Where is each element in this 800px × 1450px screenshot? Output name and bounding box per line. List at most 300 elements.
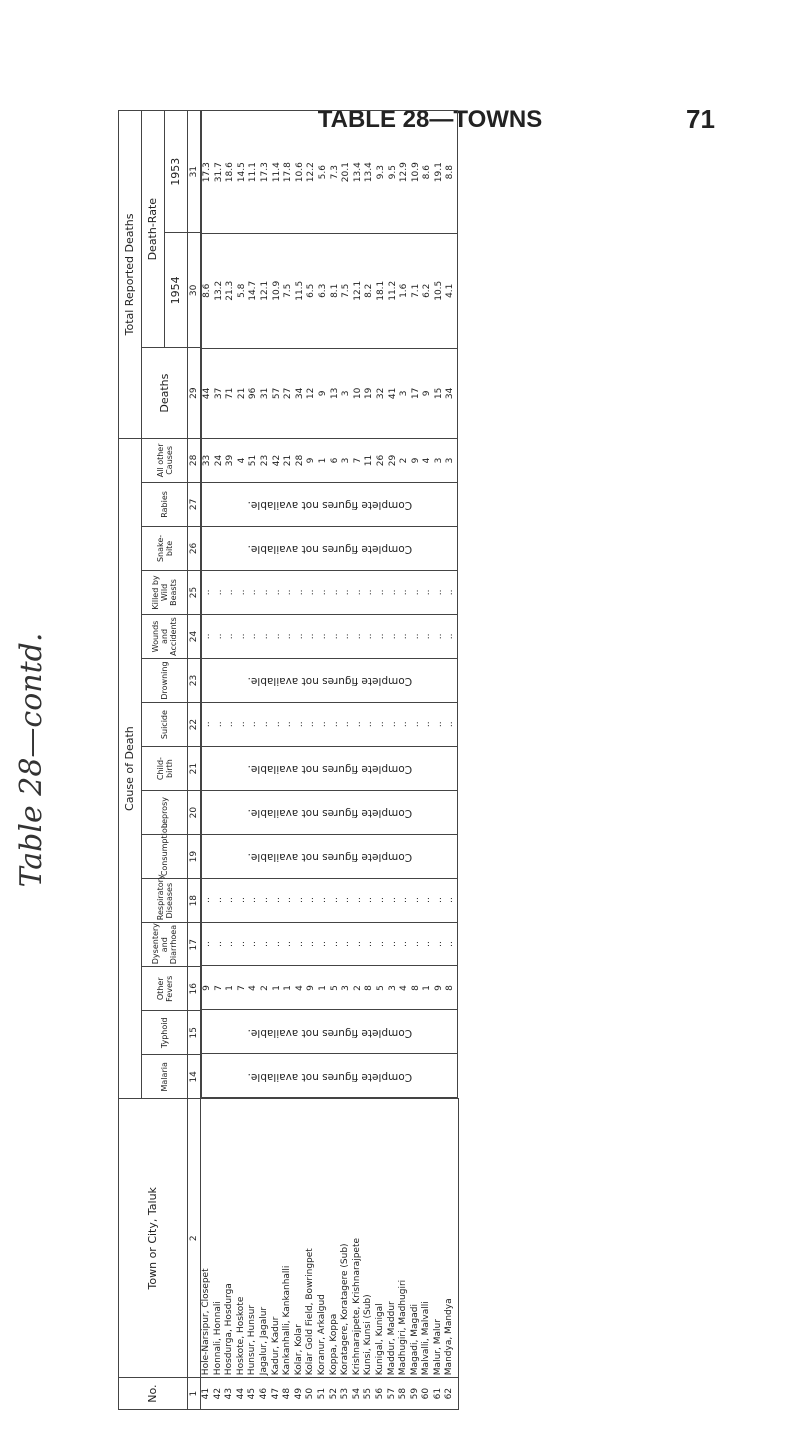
cause-header-3: Dysentery and Diarrhoea [142,923,188,967]
column-number: 21 [188,747,201,791]
cell-value: .. [341,721,352,728]
cell-value: .. [248,897,259,903]
town-name: Kadur, Kadur [270,1316,281,1376]
cell-value: .. [329,941,340,947]
town-name: Kankanhalli, Kankanhalli [282,1265,293,1376]
cell-value: .. [202,721,212,728]
cell-value: .. [271,897,282,903]
column-number: 15 [188,1011,201,1055]
cell-value: 3 [341,457,352,464]
cell-value: .. [248,721,259,728]
cell-value: 9 [306,985,317,991]
cell-value: .. [283,633,294,640]
year_1953-header: 1953 [165,111,188,233]
cell-value: .. [375,941,386,947]
town-name: Jagalur, Jagalur [258,1306,269,1376]
cell-value: .. [375,897,386,903]
cell-value: 14.7 [248,280,259,301]
cell-value: .. [433,589,444,596]
cell-value: 12.2 [306,162,317,183]
cell-value: 37 [213,387,224,400]
column-number: 31 [188,111,201,233]
not-available-note: Complete figures not available. [202,658,458,702]
cell-value: .. [399,589,410,596]
cell-value: 2 [259,985,270,991]
cell-value: .. [399,897,410,903]
cell-value: .. [387,589,398,596]
cell-value: 57 [271,387,282,400]
row-number: 53 [340,1387,351,1400]
town-name: Magadi, Magadi [409,1304,420,1376]
cell-value: .. [364,897,375,903]
cell-value: 8.2 [364,283,375,298]
cell-value: .. [317,897,328,903]
col-header-no: No. [119,1378,188,1410]
row-number: 62 [444,1387,455,1400]
cell-value: .. [248,589,259,596]
cell-value: 7.3 [329,165,340,180]
cell-value: 5 [375,985,386,991]
cell-value: 8.1 [329,283,340,298]
cell-value: 21 [283,454,294,467]
cell-value: 13 [329,387,340,400]
cell-value: 23 [259,454,270,467]
cell-value: 10.9 [410,162,421,183]
not-available-note: Complete figures not available. [202,526,458,570]
cell-value: .. [213,633,224,640]
cell-value: .. [375,589,386,596]
cell-value: .. [236,721,247,728]
column-number: 24 [188,614,201,658]
cell-value: .. [306,941,317,947]
cell-value: .. [445,721,456,728]
cell-value: 31.7 [213,162,224,183]
cell-value: .. [352,721,363,728]
year_1954-header: 1954 [165,233,188,348]
cell-value: 1.6 [399,283,410,298]
not-available-note: Complete figures not available. [202,482,458,526]
cell-value: 2 [352,985,363,991]
cell-value: .. [236,589,247,596]
cell-value: .. [375,721,386,728]
cell-value: 1 [422,985,433,991]
cell-value: .. [236,897,247,903]
cell-value: 29 [387,454,398,467]
cell-value: .. [271,941,282,947]
cell-value: 20.1 [341,162,352,183]
cell-value: 1 [283,985,294,991]
cell-value: .. [259,941,270,947]
cell-value: 3 [341,985,352,991]
cell-value: 3 [387,985,398,991]
cell-value: 7.1 [410,283,421,298]
cell-value: .. [364,721,375,728]
town-name: Hole-Narsipur, Closepet [201,1268,211,1376]
column-c22-values [202,702,458,746]
town-name: Hosdurga, Hosdurga [224,1283,235,1376]
cell-value: 4 [422,457,433,464]
row-number: 41 [201,1387,211,1400]
col-header-cause: Cause of Death [119,438,142,1098]
cell-value: .. [445,897,456,903]
cell-value: .. [399,941,410,947]
cell-value: 9.3 [375,165,386,180]
cause-header-11: Killed by Wild Beasts [142,570,188,614]
cell-value: .. [225,721,236,728]
cell-value: .. [445,633,456,640]
cell-value: .. [213,589,224,596]
cell-value: .. [225,941,236,947]
cell-value: .. [352,897,363,903]
cause-header-2: Other Fevers [142,967,188,1011]
row-number: 46 [258,1387,269,1400]
cell-value: .. [294,721,305,728]
cell-value: .. [225,633,236,640]
cell-value: 44 [202,387,212,400]
cell-value: .. [259,897,270,903]
column-deaths-values [202,348,458,438]
cell-value: 41 [387,387,398,400]
cell-value: .. [433,941,444,947]
column-c16-values [202,966,458,1010]
cell-value: .. [410,721,421,728]
cell-value: 4.1 [445,283,456,298]
cause-header-8: Suicide [142,703,188,747]
town-names-cell [201,1099,459,1378]
cell-value: 21.3 [225,280,236,301]
cell-value: 19 [364,387,375,400]
running-header: TABLE 28—TOWNS [317,106,543,133]
cell-value: .. [410,633,421,640]
cell-value: 8 [445,985,456,991]
row-number: 55 [363,1387,374,1400]
cell-value: 3 [445,457,456,464]
not-available-note: Complete figures not available. [202,790,458,834]
cell-value: .. [271,589,282,596]
cell-value: 34 [445,387,456,400]
cell-value: 17 [410,387,421,400]
cell-value: .. [422,633,433,640]
cell-value: 11.5 [294,280,305,301]
page-number: 71 [686,104,715,134]
town-name: Hunsur, Hunsur [247,1304,258,1376]
cell-value: 3 [433,457,444,464]
cell-value: .. [283,589,294,596]
cell-value: 10.9 [271,280,282,301]
cell-value: .. [445,589,456,596]
town-name: Koratagere, Koratagere (Sub) [340,1243,351,1376]
column-number: 20 [188,791,201,835]
column-number: 23 [188,659,201,703]
cell-value: 7 [213,985,224,991]
cell-value: .. [213,897,224,903]
cell-value: 6.3 [317,283,328,298]
cause-header-0: Malaria [142,1055,188,1099]
town-name: Malvalli, Malvalli [421,1301,432,1376]
column-number: 18 [188,879,201,923]
cell-value: .. [399,721,410,728]
cell-value: .. [294,589,305,596]
column-number: 29 [188,348,201,439]
town-name: Kolar Gold Field, Bowringpet [305,1248,316,1376]
cell-value: .. [387,897,398,903]
row-number: 52 [328,1387,339,1400]
cell-value: 9 [422,390,433,397]
cell-value: .. [410,941,421,947]
column-number: 22 [188,703,201,747]
row-number: 54 [351,1387,362,1400]
cell-value: .. [202,589,212,596]
cell-value: .. [294,941,305,947]
cell-value: .. [445,941,456,947]
cell-value: .. [387,941,398,947]
col-header-total: Total Reported Deaths [119,111,142,439]
cell-value: 51 [248,454,259,467]
cell-value: 33 [202,454,212,467]
cell-value: .. [294,633,305,640]
cause-header-1: Typhoid [142,1011,188,1055]
column-number: 14 [188,1055,201,1099]
cell-value: 24 [213,454,224,467]
cell-value: 4 [294,985,305,991]
cell-value: 31 [259,387,270,400]
cell-value: .. [433,897,444,903]
cell-value: .. [271,721,282,728]
cell-value: .. [236,633,247,640]
cause-header-14: All other Causes [142,438,188,482]
mortality-table [118,110,459,1410]
cell-value: 11.4 [271,162,282,183]
cause-header-7: Child-birth [142,747,188,791]
town-name: Koppa, Koppa [328,1313,339,1376]
cause-header-10: Wounds and Accidents [142,614,188,658]
town-name: Maddur, Maddur [386,1301,397,1376]
row-number: 56 [374,1387,385,1400]
row-number: 59 [409,1387,420,1400]
column-number: 25 [188,570,201,614]
table-caption: Table 28—contd. [14,632,49,888]
cell-value: .. [341,941,352,947]
cell-value: 6 [329,457,340,464]
not-available-note: Complete figures not available. [202,1010,458,1054]
town-name: Madhugiri, Madhugiri [398,1279,409,1376]
cell-value: .. [306,589,317,596]
column-c17-values [202,922,458,966]
column-number: 2 [188,1099,201,1378]
cell-value: .. [306,721,317,728]
cell-value: 3 [341,390,352,397]
cell-value: 7.5 [283,283,294,298]
cell-value: 12.9 [399,162,410,183]
row-number: 51 [316,1387,327,1400]
town-name: Krishnarajpete, Krishnarajpete [351,1237,362,1376]
cell-value: 12.1 [259,280,270,301]
cell-value: 13.2 [213,280,224,301]
cell-value: .. [364,941,375,947]
row-number: 47 [270,1387,281,1400]
cell-value: 32 [375,387,386,400]
column-number: 30 [188,233,201,348]
cell-value: 26 [375,454,386,467]
cell-value: 8.6 [202,283,212,298]
cell-value: 34 [294,387,305,400]
column-r1953-values [202,111,458,233]
cell-value: .. [341,633,352,640]
column-number: 1 [188,1378,201,1410]
cell-value: .. [283,897,294,903]
cell-value: .. [422,941,433,947]
cell-value: 9 [433,985,444,991]
town-name: Mandya, Mandya [444,1298,455,1376]
cell-value: 17.3 [202,162,212,183]
cell-value: .. [410,897,421,903]
cell-value: .. [317,633,328,640]
cell-value: .. [225,897,236,903]
cell-value: .. [202,941,212,947]
column-number: 27 [188,482,201,526]
cell-value: 6.5 [306,283,317,298]
row-number: 61 [432,1387,443,1400]
cell-value: .. [306,633,317,640]
cell-value: .. [329,633,340,640]
cause-header-5: Consumption [142,835,188,879]
row-number: 58 [398,1387,409,1400]
cell-value: .. [317,721,328,728]
row-number: 42 [212,1387,223,1400]
not-available-note: Complete figures not available. [202,746,458,790]
cell-value: .. [422,721,433,728]
cell-value: 5.6 [317,165,328,180]
cell-value: .. [399,633,410,640]
cell-value: .. [352,589,363,596]
cell-value: 9 [410,457,421,464]
cell-value: 7 [352,457,363,464]
cell-value: .. [341,897,352,903]
column-number: 17 [188,923,201,967]
cell-value: .. [271,633,282,640]
cell-value: 9 [317,390,328,397]
cell-value: 42 [271,454,282,467]
town-name: Honnali, Honnali [212,1301,223,1376]
cell-value: .. [433,633,444,640]
cell-value: .. [329,721,340,728]
cell-value: 1 [317,985,328,991]
cell-value: .. [329,897,340,903]
cell-value: .. [352,633,363,640]
town-name: Kolar, Kolar [293,1324,304,1376]
cell-value: .. [317,941,328,947]
cell-value: 12.1 [352,280,363,301]
cell-value: 27 [283,387,294,400]
death-rate-header: Death-Rate [142,111,165,348]
cell-value: .. [283,721,294,728]
town-name: Malur, Malur [432,1319,443,1376]
cell-value: 10.5 [433,280,444,301]
cell-value: 96 [248,387,259,400]
row-number: 50 [305,1387,316,1400]
cell-value: 8 [410,985,421,991]
column-number: 28 [188,438,201,482]
cell-value: 3 [399,390,410,397]
row-number: 45 [247,1387,258,1400]
cell-value: .. [283,941,294,947]
cell-value: 4 [399,985,410,991]
cell-value: .. [306,897,317,903]
cause-header-13: Rabies [142,482,188,526]
town-name: Kunsi, Kunsi (Sub) [363,1294,374,1376]
cell-value: 11 [364,454,375,467]
row-number: 49 [293,1387,304,1400]
cell-value: 9 [306,457,317,464]
cell-value: .. [213,721,224,728]
cell-value: 19.1 [433,162,444,183]
cell-value: 71 [225,387,236,400]
not-available-note: Complete figures not available. [202,834,458,878]
cell-value: 10.6 [294,162,305,183]
cause-header-6: Leprosy [142,791,188,835]
cell-value: .. [329,589,340,596]
deaths-header: Deaths [142,348,188,439]
cell-value: 5 [329,985,340,991]
cell-value: .. [375,633,386,640]
cell-value: 14.5 [236,162,247,183]
cell-value: 18.6 [225,162,236,183]
cell-value: .. [213,941,224,947]
cell-value: .. [259,721,270,728]
cell-value: 7 [236,985,247,991]
cell-value: .. [352,941,363,947]
cause-header-4: Respiratory Diseases [142,879,188,923]
cell-value: 18.1 [375,280,386,301]
cell-value: .. [422,897,433,903]
cell-value: 9.5 [387,165,398,180]
cause-header-12: Snake-bite [142,526,188,570]
cell-value: 7.5 [341,283,352,298]
cell-value: 21 [236,387,247,400]
column-c25-values [202,570,458,614]
cell-value: .. [317,589,328,596]
town-name: Hoskote, Hoskote [235,1296,246,1376]
cell-value: 1 [271,985,282,991]
row-number: 48 [282,1387,293,1400]
cell-value: 11.1 [248,162,259,183]
not-available-note: Complete figures not available. [202,1054,458,1098]
column-number: 26 [188,526,201,570]
cell-value: 8 [364,985,375,991]
cell-value: .. [387,633,398,640]
column-c24-values [202,614,458,658]
column-number: 19 [188,835,201,879]
cell-value: 13.4 [364,162,375,183]
cell-value: 8.8 [445,165,456,180]
cell-value: 12 [306,387,317,400]
cell-value: 17.3 [259,162,270,183]
cell-value: .. [341,589,352,596]
cell-value: 17.8 [283,162,294,183]
cell-value: .. [248,633,259,640]
cell-value: .. [422,589,433,596]
column-number: 16 [188,967,201,1011]
cell-value: .. [225,589,236,596]
cell-value: .. [202,633,212,640]
col-header-town: Town or City, Taluk [119,1099,188,1378]
cell-value: 8.6 [422,165,433,180]
row-number: 57 [386,1387,397,1400]
cell-value: 5.8 [236,283,247,298]
cell-value: 1 [225,985,236,991]
column-r1954-values [202,233,458,348]
cell-value: 4 [236,457,247,464]
